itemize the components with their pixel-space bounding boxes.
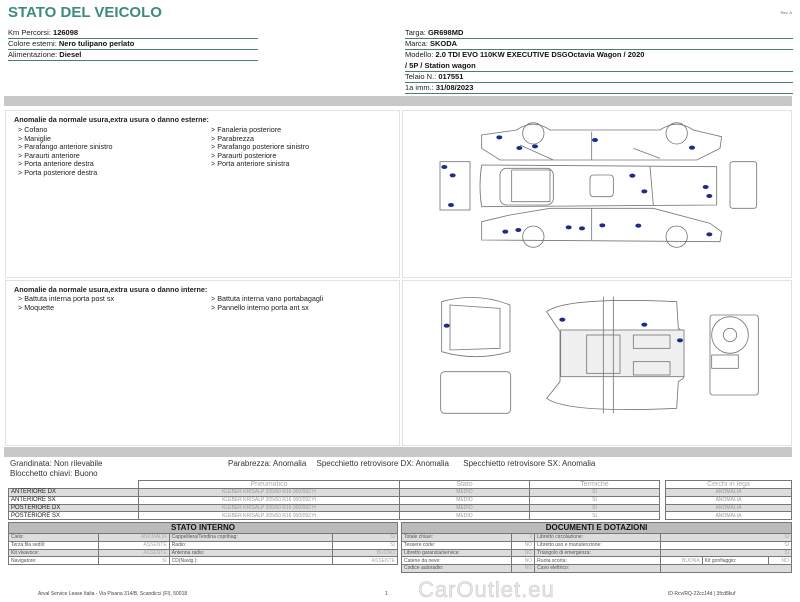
damage-item: > Paraurti posteriore: [211, 150, 277, 160]
documents-title: DOCUMENTI E DOTAZIONI: [402, 523, 792, 534]
field-label: Antenna radio:: [169, 549, 332, 557]
interior-cabin-outline: [547, 297, 684, 414]
winter-header: Termiche: [530, 481, 660, 489]
field-value: NO: [512, 541, 535, 549]
interior-dashboard-outline: [710, 315, 758, 395]
car-rear-outline: [730, 162, 757, 209]
state-header: Stato: [400, 481, 530, 489]
model-row-cont: [405, 61, 793, 72]
documenti-row: [402, 541, 792, 549]
field-label: Cielo:: [9, 534, 99, 542]
km-row: [8, 28, 258, 39]
damage-marker: [496, 135, 502, 139]
field-value: NO: [769, 557, 792, 565]
document-id: ID Rcv/RQ-22cc14d | 3fcd8kuf: [668, 591, 736, 597]
registration-row: [405, 83, 793, 94]
stato_interno-row: [9, 541, 398, 549]
documents-table: [401, 522, 792, 573]
rim-row: [666, 504, 792, 512]
tyre-pos: POSTERIORE SX: [9, 512, 139, 520]
documenti-row: [402, 534, 792, 542]
footer-address: Arval Service Lease Italia - Via Pisana 314/B, Scandicci (FI), 50018: [38, 591, 188, 597]
damage-marker: [703, 185, 709, 189]
plate-row: [405, 28, 793, 39]
damage-item: > Moquette: [18, 302, 55, 312]
field-label: Terza fila sedili:: [9, 541, 99, 549]
damage-marker: [502, 230, 508, 234]
tyre-row: [9, 512, 660, 520]
windscreen-status: Parabrezza: Anomalia: [228, 459, 307, 468]
damage-item: > Porta anteriore destra: [18, 159, 94, 169]
field-label: Triangolo di emergenza:: [535, 549, 661, 557]
colour-label: Colore esterni:: [8, 39, 57, 48]
tyre-termiche: SI: [530, 504, 660, 512]
damage-marker: [515, 228, 521, 232]
field-value: SI: [661, 549, 792, 557]
field-label: Cavo elettrico:: [535, 565, 661, 573]
damage-item: > Fanaleria posteriore: [211, 125, 282, 134]
tyre-pos: ANTERIORE DX: [9, 489, 139, 497]
make-value: SKODA: [430, 39, 458, 48]
damage-marker: [441, 165, 447, 169]
field-value: [661, 565, 792, 573]
field-value: SI: [98, 557, 169, 565]
damage-marker: [599, 223, 605, 227]
car-top-outline: [480, 165, 717, 207]
interior-roof-outline: [441, 372, 511, 414]
tyre-stato: MEDIO: [400, 504, 530, 512]
key-lock-status: Blocchetto chiavi: Buono: [10, 468, 98, 478]
colour-value: Nero tulipano perlato: [58, 39, 135, 48]
revision: Rev. A: [780, 10, 792, 15]
rim-value: ANOMALIA: [666, 489, 792, 497]
model-row: [405, 50, 793, 61]
registration-label: 1a imm.:: [405, 83, 434, 92]
plate-value: GR698MD: [427, 28, 464, 37]
field-label: Libretto circolazione:: [535, 534, 661, 542]
tyre-termiche: SI: [530, 512, 660, 520]
watermark-logo: CarOutlet.eu: [418, 577, 555, 602]
interior-list-2: [211, 295, 386, 312]
damage-marker: [677, 338, 683, 342]
damage-item: > Paraurti anteriore: [18, 150, 80, 160]
hail-status: Grandinata: Non rilevabile: [10, 459, 103, 468]
damage-marker: [689, 146, 695, 150]
chassis-label: Telaio N.:: [405, 72, 437, 81]
tyre-termiche: SI: [530, 489, 660, 497]
tyre-row: [9, 489, 660, 497]
rim-row: [666, 496, 792, 504]
model-label: Modello:: [405, 50, 434, 59]
documenti-row: [402, 549, 792, 557]
exterior-damage-panel: [5, 110, 400, 278]
car-side-left-outline: [482, 123, 722, 160]
rim-row: [666, 489, 792, 497]
rim-row: [666, 512, 792, 520]
field-value: BUONA: [661, 557, 702, 565]
internal-state-table: [8, 522, 398, 565]
km-value: 126098: [53, 28, 79, 37]
field-value: SI: [332, 534, 397, 542]
damage-marker: [448, 203, 454, 207]
plate-label: Targa:: [405, 28, 426, 37]
registration-value: 31/08/2023: [435, 83, 474, 92]
field-label: Tessere code:: [402, 541, 512, 549]
field-value: NO: [512, 549, 535, 557]
tyre-row: [9, 504, 660, 512]
field-label: Catene da neve:: [402, 557, 512, 565]
page-title: STATO DEL VEICOLO: [8, 4, 162, 21]
damage-marker: [566, 225, 572, 229]
fuel-value: Diesel: [59, 50, 82, 59]
field-value: ASSENTE: [98, 549, 169, 557]
field-label: Libretto uso e manutenzione:: [535, 541, 661, 549]
tyres-table: [8, 480, 660, 520]
damage-item: > Maniglie: [18, 133, 51, 143]
stato_interno-row: [9, 534, 398, 542]
car-side-right-outline: [482, 208, 722, 247]
interior-trunk-outline: [442, 297, 510, 356]
field-label: Ruota scorta:: [535, 557, 661, 565]
exterior-heading: Anomalie da normale usura,extra usura o danno esterne:: [14, 115, 209, 124]
interior-damage-panel: [5, 280, 400, 446]
damage-marker: [559, 318, 565, 322]
damage-item: > Battuta interna porta post sx: [18, 294, 115, 303]
field-value: NO: [512, 565, 535, 573]
field-value: BUONO: [332, 549, 397, 557]
stato_interno-row: [9, 549, 398, 557]
damage-marker: [629, 174, 635, 178]
damage-marker: [641, 189, 647, 193]
tyre-stato: MEDIO: [400, 489, 530, 497]
damage-marker: [706, 194, 712, 198]
damage-item: > Porta posteriore destra: [18, 167, 98, 177]
field-value: ASSENTE: [332, 557, 397, 565]
fuel-label: Alimentazione:: [8, 50, 58, 59]
mirror-dx-status: Specchietto retrovisore DX: Anomalia: [316, 459, 450, 468]
damage-marker: [592, 138, 598, 142]
tyre-header: Pneumatico: [139, 481, 400, 489]
info-left: [8, 28, 258, 61]
mirror-sx-status: Specchietto retrovisore SX: Anomalia: [463, 459, 596, 468]
tyre-tyre: KLEBER KRISALP 205/60 R16 000/092 H: [139, 504, 400, 512]
make-row: [405, 39, 793, 50]
tyre-pos: ANTERIORE SX: [9, 496, 139, 504]
damage-marker: [444, 324, 450, 328]
damage-item: > Cofano: [18, 125, 48, 134]
damage-item: > Battuta interna vano portabagagli: [211, 294, 324, 303]
glass-mirror-status: [228, 459, 595, 469]
field-value: 2: [512, 534, 535, 542]
exterior-list-2: [211, 126, 309, 169]
field-label: Kit vivavoce:: [9, 549, 99, 557]
damage-marker: [706, 232, 712, 236]
tyre-tyre: KLEBER KRISALP 205/60 R16 000/092 H: [139, 496, 400, 504]
interior-heading: Anomalie da normale usura,extra usura o danno interne:: [14, 285, 208, 294]
divider-band-2: [4, 447, 792, 457]
field-value: NO: [512, 557, 535, 565]
documenti-row: [402, 557, 792, 565]
rim-value: ANOMALIA: [666, 504, 792, 512]
rims-header: Cerchi in lega: [666, 481, 792, 489]
model-value-cont: / 5P / Station wagon: [405, 61, 476, 70]
tyre-termiche: SI: [530, 496, 660, 504]
km-label: Km Percorsi:: [8, 28, 51, 37]
damage-item: > Parafango anteriore sinistro: [18, 142, 113, 152]
stato_interno-row: [9, 557, 398, 565]
field-label: Cappelliera/Tendina copribag:: [169, 534, 332, 542]
tyre-stato: MEDIO: [400, 496, 530, 504]
damage-item: > Parabrezza: [211, 133, 254, 143]
field-label: Codice autoradio:: [402, 565, 512, 573]
field-label: CD(Navig.):: [169, 557, 332, 565]
damage-marker: [450, 173, 456, 177]
field-value: ASSENTE: [98, 541, 169, 549]
field-value: SI: [661, 541, 792, 549]
damage-marker: [635, 224, 641, 228]
damage-marker: [532, 144, 538, 148]
tyre-tyre: KLEBER KRISALP 205/60 R16 000/092 H: [139, 512, 400, 520]
model-value: 2.0 TDI EVO 110KW EXECUTIVE DSGOctavia Wagon / 2020: [435, 50, 645, 59]
interior-list-1: [18, 295, 114, 312]
tyre-tyre: KLEBER KRISALP 205/60 R16 000/092 H: [139, 489, 400, 497]
chassis-row: [405, 72, 793, 83]
damage-marker: [516, 146, 522, 150]
field-value: SI: [661, 534, 792, 542]
tyre-row: [9, 496, 660, 504]
rims-table: [665, 480, 792, 520]
field-label: Kit gonfiaggio:: [702, 557, 769, 565]
documenti-row: [402, 565, 792, 573]
make-label: Marca:: [405, 39, 428, 48]
field-label: Totale chiavi:: [402, 534, 512, 542]
rim-value: ANOMALIA: [666, 496, 792, 504]
info-right: [405, 28, 793, 94]
field-label: Libretto garanzia/service:: [402, 549, 512, 557]
exterior-list-1: [18, 126, 113, 178]
car-diagram: [400, 105, 800, 455]
field-value: SI: [332, 541, 397, 549]
chassis-value: 017551: [438, 72, 464, 81]
damage-item: > Pannello interno porta ant sx: [211, 302, 309, 312]
tyre-pos: POSTERIORE DX: [9, 504, 139, 512]
fuel-row: [8, 50, 258, 61]
internal-state-title: STATO INTERNO: [9, 523, 398, 534]
field-label: Navigatore:: [9, 557, 99, 565]
damage-marker: [641, 323, 647, 327]
damage-item: > Parafango posteriore sinistro: [211, 142, 310, 152]
damage-marker: [579, 226, 585, 230]
damage-item: > Porta anteriore sinistra: [211, 159, 290, 169]
field-label: Radio:: [169, 541, 332, 549]
rim-value: ANOMALIA: [666, 512, 792, 520]
field-value: ANOMALIA: [98, 534, 169, 542]
page-number: 1: [385, 591, 388, 597]
hail-keys-status: [10, 459, 103, 478]
tyre-stato: MEDIO: [400, 512, 530, 520]
colour-row: [8, 39, 258, 50]
